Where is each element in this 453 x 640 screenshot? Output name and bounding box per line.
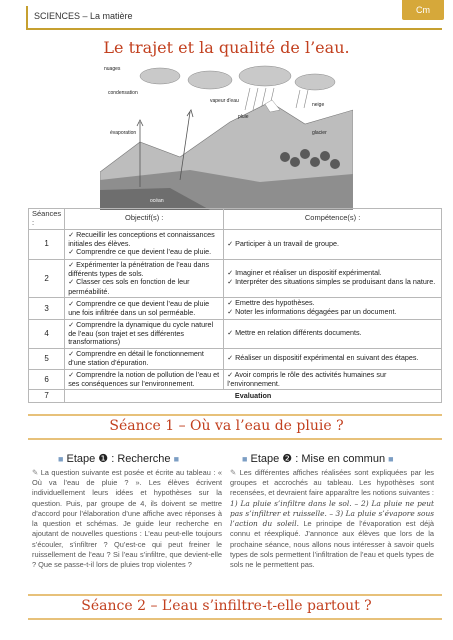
objective-cell: ✓ Comprendre la notion de pollution de l’eau et ses conséquences sur l’environnement. [65, 369, 224, 390]
section-label: SCIENCES – La matière [34, 11, 133, 21]
table-row [29, 348, 442, 369]
seance-number: 3 [29, 298, 65, 320]
objective-item: Comprendre ce que devient l’eau de pluie une fois infiltrée dans un sol perméable. [68, 298, 210, 317]
illustration-label: océan [150, 198, 164, 204]
page-title: Le trajet et la qualité de l’eau. [103, 38, 350, 57]
evaluation-label: Evaluation [65, 390, 442, 402]
competence-item: Avoir compris le rôle des activités humaines sur l’environnement. [227, 369, 387, 388]
divider [28, 414, 442, 416]
water-cycle-illustration [100, 62, 353, 210]
competence-cell: ✓ Avoir compris le rôle des activités humaines sur l’environnement. [224, 369, 442, 390]
table-row [29, 319, 442, 348]
square-icon: ■ [242, 454, 248, 464]
table-row [29, 229, 442, 259]
objective-cell: ✓ Recueillir les conceptions et connaissances initiales des élèves. ✓ Comprendre ce que devient l’eau de pluie. [65, 229, 224, 259]
competence-cell: ✓ Mettre en relation différents documents. [224, 319, 442, 348]
notions-text: 1) La pluie s’infiltre dans le sol. – 2) La pluie ne peut pas s’infiltrer et ruisselle. – 3) La pluie s’évapore sous l’action du soleil. [230, 498, 434, 529]
competence-item: Participer à un travail de groupe. [235, 238, 339, 248]
objective-item: Classer ces sols en fonction de leur perméabilité. [68, 277, 190, 296]
illustration-label: nuages [104, 66, 121, 72]
page-header [26, 6, 442, 30]
objective-item: Expérimenter la pénétration de l’eau dans différents types de sols. [68, 259, 210, 278]
illustration-label: neige [312, 102, 325, 108]
competence-item: Imaginer et réaliser un dispositif expérimental. [235, 268, 382, 278]
table-row [29, 390, 442, 402]
objective-item: Comprendre en détail le fonctionnement d’une station d’épuration. [68, 348, 204, 368]
competence-cell: ✓ Emettre des hypothèses. ✓ Noter les informations dégagées par un document. [224, 298, 442, 320]
pencil-icon: ✎ [32, 468, 39, 477]
objective-cell: ✓ Expérimenter la pénétration de l’eau dans différents types de sols. ✓ Classer ces sols en fonction de leur perméabilité. [65, 259, 224, 297]
illustration-label: pluie [238, 114, 249, 120]
competence-item: Emettre des hypothèses. [235, 298, 315, 308]
seance-number: 1 [29, 229, 65, 259]
objective-item: Comprendre la notion de pollution de l’eau et ses conséquences sur l’environnement. [68, 369, 220, 388]
objective-item: Comprendre ce que devient l’eau de pluie. [76, 247, 212, 257]
square-icon: ■ [388, 454, 394, 464]
step-1-heading: ■ Etape ❶ : Recherche ■ [58, 453, 180, 465]
objective-cell: ✓ Comprendre en détail le fonctionnement d’une station d’épuration. [65, 348, 224, 369]
step-2-text: ✎ Les différentes affiches réalisées sont expliquées par les groupes et accrochés au tableau. Les hypothèses sont recensées, et devraient faire apparaître les notions suivantes : 1) La pluie s’infiltre dans le sol. – 2) La pluie ne peut pas s’infiltrer et ruisselle. – 3) La pluie s’évapore sous l’action du soleil. Le principe de l’évaporation est déjà connu et réexpliqué. J’annonce aux élèves que lors de la prochaine séance, nous allons nous intéresser à savoir quels types de sols permettent l’infiltration de l’eau et quels types de sols ne le permettent pas. [230, 468, 435, 569]
illustration-label: vapeur d'eau [210, 98, 239, 104]
seance-number: 4 [29, 319, 65, 348]
competence-item: Réaliser un dispositif expérimental en suivant des étapes. [235, 353, 419, 363]
illustration-label: glacier [312, 130, 327, 136]
illustration-label: évaporation [110, 130, 137, 136]
seance-number: 5 [29, 348, 65, 369]
objective-item: Recueillir les conceptions et connaissances initiales des élèves. [68, 229, 215, 248]
seance-2-title: Séance 2 – L’eau s’infiltre-t-elle partout ? [81, 598, 372, 614]
table-row [29, 259, 442, 297]
table-row [29, 298, 442, 320]
table-row [29, 369, 442, 390]
illustration-label: condensation [108, 90, 138, 96]
level-badge: Cm [402, 0, 444, 20]
objective-cell: ✓ Comprendre la dynamique du cycle naturel de l’eau (son trajet et ses différentes transformations) [65, 319, 224, 348]
seance-number: 7 [29, 390, 65, 402]
divider [28, 618, 442, 620]
table-header-row [29, 209, 442, 230]
divider [28, 594, 442, 596]
seance-1-title: Séance 1 – Où va l’eau de pluie ? [109, 418, 344, 434]
seance-number: 6 [29, 369, 65, 390]
table-header: Séances : [29, 209, 65, 230]
competence-cell: ✓ Imaginer et réaliser un dispositif expérimental. ✓ Interpréter des situations simples se produisant dans la nature. [224, 259, 442, 297]
competence-cell: ✓ Réaliser un dispositif expérimental en suivant des étapes. [224, 348, 442, 369]
table-header: Objectif(s) : [65, 209, 224, 230]
pencil-icon: ✎ [230, 468, 237, 477]
table-header: Compétence(s) : [224, 209, 442, 230]
competence-item: Interpréter des situations simples se produisant dans la nature. [235, 277, 436, 287]
objective-item: Comprendre la dynamique du cycle naturel de l’eau (son trajet et ses différentes transformations) [68, 319, 214, 347]
objective-cell: ✓ Comprendre ce que devient l’eau de pluie une fois infiltrée dans un sol perméable. [65, 298, 224, 320]
divider [28, 438, 442, 440]
competence-cell: ✓ Participer à un travail de groupe. [224, 229, 442, 259]
seance-number: 2 [29, 259, 65, 297]
objectives-table [28, 208, 442, 403]
step-2-heading: ■ Etape ❷ : Mise en commun ■ [242, 453, 394, 465]
competence-item: Noter les informations dégagées par un document. [235, 307, 397, 317]
square-icon: ■ [173, 454, 180, 464]
step-1-text: ✎ La question suivante est posée et écrite au tableau : « Où va l’eau de pluie ? ». Les élèves écrivent individuellement leurs idées et hypothèses sur la question. Puis, par groupe de 4, ils doivent se mettre d’accord pour l’élaboration d’une affiche avec réponses à la question et schémas. Je guide leur recherche en ajoutant de nouvelles questions : L’eau peut-elle toujours s’écouler, s’infiltrer ? Qu’est-ce qui peut freiner le ruissellement de l’eau ? Si l’eau s’infiltre, que devient-elle ? Que se passe-t-il lors de pluies trop violentes ? [32, 468, 222, 569]
competence-item: Mettre en relation différents documents. [235, 328, 362, 338]
square-icon: ■ [58, 454, 64, 464]
